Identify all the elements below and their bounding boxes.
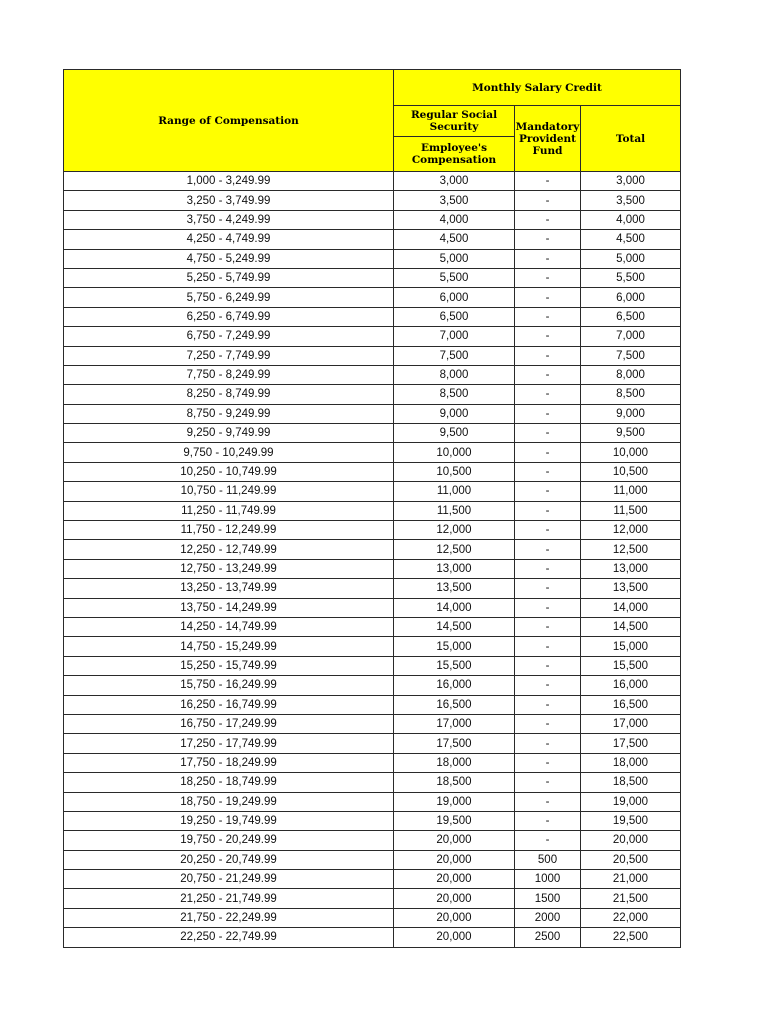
regular-ss-credit-cell: 13,500 xyxy=(394,579,515,598)
provident-fund-cell: 1000 xyxy=(515,870,581,889)
provident-fund-cell: - xyxy=(515,443,581,462)
table-row xyxy=(64,172,681,191)
regular-ss-credit-cell: 16,000 xyxy=(394,676,515,695)
compensation-range-cell: 8,750 - 9,249.99 xyxy=(64,404,394,423)
provident-fund-cell: - xyxy=(515,404,581,423)
total-credit-cell: 10,000 xyxy=(581,443,681,462)
provident-fund-cell: - xyxy=(515,268,581,287)
compensation-range-cell: 7,750 - 8,249.99 xyxy=(64,365,394,384)
total-credit-cell: 5,000 xyxy=(581,249,681,268)
compensation-range-cell: 18,250 - 18,749.99 xyxy=(64,773,394,792)
compensation-range-cell: 9,750 - 10,249.99 xyxy=(64,443,394,462)
compensation-range-cell: 21,250 - 21,749.99 xyxy=(64,889,394,908)
regular-ss-credit-cell: 8,500 xyxy=(394,385,515,404)
table-row xyxy=(64,521,681,540)
regular-ss-credit-cell: 3,500 xyxy=(394,191,515,210)
regular-ss-credit-cell: 20,000 xyxy=(394,850,515,869)
compensation-range-cell: 16,750 - 17,249.99 xyxy=(64,714,394,733)
total-credit-cell: 14,500 xyxy=(581,617,681,636)
provident-fund-cell: - xyxy=(515,424,581,443)
compensation-range-cell: 12,250 - 12,749.99 xyxy=(64,540,394,559)
regular-ss-credit-cell: 11,000 xyxy=(394,482,515,501)
table-row xyxy=(64,811,681,830)
regular-social-security-header: Regular Social Security xyxy=(394,106,515,137)
table-row xyxy=(64,714,681,733)
total-credit-cell: 3,500 xyxy=(581,191,681,210)
regular-ss-credit-cell: 18,000 xyxy=(394,753,515,772)
total-credit-cell: 21,500 xyxy=(581,889,681,908)
table-row xyxy=(64,249,681,268)
provident-fund-cell: 500 xyxy=(515,850,581,869)
total-credit-cell: 14,000 xyxy=(581,598,681,617)
regular-ss-credit-cell: 19,000 xyxy=(394,792,515,811)
table-row xyxy=(64,753,681,772)
total-credit-cell: 18,000 xyxy=(581,753,681,772)
compensation-range-cell: 21,750 - 22,249.99 xyxy=(64,908,394,927)
total-credit-cell: 4,500 xyxy=(581,230,681,249)
compensation-range-cell: 14,250 - 14,749.99 xyxy=(64,617,394,636)
regular-ss-credit-cell: 5,000 xyxy=(394,249,515,268)
table-row xyxy=(64,656,681,675)
compensation-range-cell: 20,750 - 21,249.99 xyxy=(64,870,394,889)
provident-fund-cell: - xyxy=(515,559,581,578)
total-credit-cell: 9,500 xyxy=(581,424,681,443)
total-credit-cell: 15,500 xyxy=(581,656,681,675)
table-row xyxy=(64,676,681,695)
regular-ss-credit-cell: 16,500 xyxy=(394,695,515,714)
regular-ss-credit-cell: 20,000 xyxy=(394,889,515,908)
provident-fund-cell: - xyxy=(515,540,581,559)
total-credit-cell: 17,500 xyxy=(581,734,681,753)
compensation-range-cell: 1,000 - 3,249.99 xyxy=(64,172,394,191)
compensation-range-cell: 17,750 - 18,249.99 xyxy=(64,753,394,772)
compensation-range-cell: 15,750 - 16,249.99 xyxy=(64,676,394,695)
table-row xyxy=(64,889,681,908)
provident-fund-cell: 2500 xyxy=(515,928,581,947)
total-credit-cell: 22,500 xyxy=(581,928,681,947)
regular-ss-credit-cell: 8,000 xyxy=(394,365,515,384)
regular-ss-credit-cell: 7,000 xyxy=(394,327,515,346)
total-credit-cell: 19,000 xyxy=(581,792,681,811)
regular-ss-credit-cell: 15,000 xyxy=(394,637,515,656)
mandatory-provident-fund-header: Mandatory Provident Fund xyxy=(515,106,581,172)
contribution-table xyxy=(63,69,681,948)
table-row xyxy=(64,424,681,443)
table-row xyxy=(64,598,681,617)
total-credit-cell: 7,500 xyxy=(581,346,681,365)
regular-ss-credit-cell: 10,500 xyxy=(394,462,515,481)
employees-compensation-header: Employee's Compensation xyxy=(394,137,515,172)
provident-fund-cell: - xyxy=(515,210,581,229)
regular-ss-credit-cell: 20,000 xyxy=(394,870,515,889)
total-credit-cell: 10,500 xyxy=(581,462,681,481)
compensation-range-cell: 20,250 - 20,749.99 xyxy=(64,850,394,869)
compensation-range-cell: 19,250 - 19,749.99 xyxy=(64,811,394,830)
regular-ss-credit-cell: 12,000 xyxy=(394,521,515,540)
total-credit-cell: 15,000 xyxy=(581,637,681,656)
total-credit-cell: 4,000 xyxy=(581,210,681,229)
compensation-range-cell: 17,250 - 17,749.99 xyxy=(64,734,394,753)
provident-fund-cell: - xyxy=(515,792,581,811)
provident-fund-cell: - xyxy=(515,191,581,210)
table-row xyxy=(64,559,681,578)
regular-ss-credit-cell: 4,000 xyxy=(394,210,515,229)
table-row xyxy=(64,928,681,947)
provident-fund-cell: - xyxy=(515,327,581,346)
compensation-range-cell: 16,250 - 16,749.99 xyxy=(64,695,394,714)
table-row xyxy=(64,191,681,210)
provident-fund-cell: - xyxy=(515,172,581,191)
table-row xyxy=(64,288,681,307)
total-credit-cell: 18,500 xyxy=(581,773,681,792)
regular-ss-credit-cell: 17,000 xyxy=(394,714,515,733)
table-row xyxy=(64,462,681,481)
compensation-range-cell: 6,750 - 7,249.99 xyxy=(64,327,394,346)
total-credit-cell: 13,500 xyxy=(581,579,681,598)
regular-ss-credit-cell: 6,500 xyxy=(394,307,515,326)
table-row xyxy=(64,385,681,404)
regular-ss-credit-cell: 20,000 xyxy=(394,928,515,947)
provident-fund-cell: 1500 xyxy=(515,889,581,908)
table-row xyxy=(64,327,681,346)
compensation-range-cell: 14,750 - 15,249.99 xyxy=(64,637,394,656)
contribution-table-container xyxy=(63,69,681,948)
table-row xyxy=(64,637,681,656)
total-credit-cell: 7,000 xyxy=(581,327,681,346)
regular-ss-credit-cell: 3,000 xyxy=(394,172,515,191)
provident-fund-cell: - xyxy=(515,521,581,540)
compensation-range-cell: 7,250 - 7,749.99 xyxy=(64,346,394,365)
provident-fund-cell: - xyxy=(515,482,581,501)
table-row xyxy=(64,579,681,598)
provident-fund-cell: - xyxy=(515,617,581,636)
total-credit-cell: 11,500 xyxy=(581,501,681,520)
compensation-range-cell: 3,250 - 3,749.99 xyxy=(64,191,394,210)
table-row xyxy=(64,346,681,365)
total-credit-cell: 20,500 xyxy=(581,850,681,869)
regular-ss-credit-cell: 11,500 xyxy=(394,501,515,520)
compensation-range-cell: 18,750 - 19,249.99 xyxy=(64,792,394,811)
compensation-range-cell: 10,250 - 10,749.99 xyxy=(64,462,394,481)
provident-fund-cell: - xyxy=(515,501,581,520)
table-row xyxy=(64,404,681,423)
regular-ss-credit-cell: 14,500 xyxy=(394,617,515,636)
table-row xyxy=(64,831,681,850)
regular-ss-credit-cell: 13,000 xyxy=(394,559,515,578)
table-row xyxy=(64,870,681,889)
provident-fund-cell: - xyxy=(515,579,581,598)
total-credit-cell: 6,500 xyxy=(581,307,681,326)
provident-fund-cell: - xyxy=(515,676,581,695)
table-row xyxy=(64,230,681,249)
table-row xyxy=(64,482,681,501)
regular-ss-credit-cell: 7,500 xyxy=(394,346,515,365)
provident-fund-cell: - xyxy=(515,734,581,753)
total-credit-cell: 16,500 xyxy=(581,695,681,714)
total-credit-cell: 17,000 xyxy=(581,714,681,733)
provident-fund-cell: - xyxy=(515,811,581,830)
total-credit-cell: 12,000 xyxy=(581,521,681,540)
total-credit-cell: 19,500 xyxy=(581,811,681,830)
total-credit-cell: 5,500 xyxy=(581,268,681,287)
total-credit-cell: 12,500 xyxy=(581,540,681,559)
compensation-range-cell: 11,750 - 12,249.99 xyxy=(64,521,394,540)
total-credit-cell: 20,000 xyxy=(581,831,681,850)
table-row xyxy=(64,365,681,384)
regular-ss-credit-cell: 5,500 xyxy=(394,268,515,287)
provident-fund-cell: - xyxy=(515,598,581,617)
total-credit-cell: 11,000 xyxy=(581,482,681,501)
total-credit-cell: 13,000 xyxy=(581,559,681,578)
total-credit-cell: 22,000 xyxy=(581,908,681,927)
regular-ss-credit-cell: 18,500 xyxy=(394,773,515,792)
table-row xyxy=(64,695,681,714)
total-credit-cell: 16,000 xyxy=(581,676,681,695)
table-row xyxy=(64,443,681,462)
table-row xyxy=(64,540,681,559)
provident-fund-cell: - xyxy=(515,346,581,365)
regular-ss-credit-cell: 15,500 xyxy=(394,656,515,675)
total-credit-cell: 3,000 xyxy=(581,172,681,191)
table-row xyxy=(64,617,681,636)
compensation-range-cell: 13,250 - 13,749.99 xyxy=(64,579,394,598)
total-credit-cell: 6,000 xyxy=(581,288,681,307)
compensation-range-cell: 15,250 - 15,749.99 xyxy=(64,656,394,675)
provident-fund-cell: - xyxy=(515,695,581,714)
monthly-salary-credit-header: Monthly Salary Credit xyxy=(394,70,681,106)
total-credit-cell: 21,000 xyxy=(581,870,681,889)
total-header: Total xyxy=(581,106,681,172)
regular-ss-credit-cell: 9,500 xyxy=(394,424,515,443)
provident-fund-cell: - xyxy=(515,365,581,384)
regular-ss-credit-cell: 10,000 xyxy=(394,443,515,462)
compensation-range-cell: 12,750 - 13,249.99 xyxy=(64,559,394,578)
compensation-range-cell: 5,750 - 6,249.99 xyxy=(64,288,394,307)
table-header xyxy=(64,70,681,172)
table-row xyxy=(64,792,681,811)
regular-ss-credit-cell: 6,000 xyxy=(394,288,515,307)
table-row xyxy=(64,268,681,287)
provident-fund-cell: - xyxy=(515,288,581,307)
provident-fund-cell: - xyxy=(515,831,581,850)
compensation-range-cell: 13,750 - 14,249.99 xyxy=(64,598,394,617)
compensation-range-cell: 19,750 - 20,249.99 xyxy=(64,831,394,850)
regular-ss-credit-cell: 4,500 xyxy=(394,230,515,249)
range-of-compensation-header: Range of Compensation xyxy=(64,70,394,172)
provident-fund-cell: - xyxy=(515,773,581,792)
compensation-range-cell: 10,750 - 11,249.99 xyxy=(64,482,394,501)
compensation-range-cell: 11,250 - 11,749.99 xyxy=(64,501,394,520)
table-body xyxy=(64,172,681,948)
compensation-range-cell: 22,250 - 22,749.99 xyxy=(64,928,394,947)
table-row xyxy=(64,734,681,753)
compensation-range-cell: 3,750 - 4,249.99 xyxy=(64,210,394,229)
provident-fund-cell: - xyxy=(515,637,581,656)
provident-fund-cell: - xyxy=(515,385,581,404)
provident-fund-cell: - xyxy=(515,307,581,326)
provident-fund-cell: - xyxy=(515,714,581,733)
table-row xyxy=(64,210,681,229)
regular-ss-credit-cell: 9,000 xyxy=(394,404,515,423)
table-row xyxy=(64,501,681,520)
regular-ss-credit-cell: 17,500 xyxy=(394,734,515,753)
regular-ss-credit-cell: 20,000 xyxy=(394,908,515,927)
provident-fund-cell: - xyxy=(515,753,581,772)
regular-ss-credit-cell: 14,000 xyxy=(394,598,515,617)
compensation-range-cell: 4,250 - 4,749.99 xyxy=(64,230,394,249)
compensation-range-cell: 4,750 - 5,249.99 xyxy=(64,249,394,268)
table-row xyxy=(64,773,681,792)
provident-fund-cell: - xyxy=(515,249,581,268)
total-credit-cell: 8,000 xyxy=(581,365,681,384)
compensation-range-cell: 9,250 - 9,749.99 xyxy=(64,424,394,443)
compensation-range-cell: 8,250 - 8,749.99 xyxy=(64,385,394,404)
provident-fund-cell: - xyxy=(515,230,581,249)
table-row xyxy=(64,307,681,326)
total-credit-cell: 8,500 xyxy=(581,385,681,404)
total-credit-cell: 9,000 xyxy=(581,404,681,423)
provident-fund-cell: 2000 xyxy=(515,908,581,927)
regular-ss-credit-cell: 19,500 xyxy=(394,811,515,830)
regular-ss-credit-cell: 20,000 xyxy=(394,831,515,850)
compensation-range-cell: 6,250 - 6,749.99 xyxy=(64,307,394,326)
provident-fund-cell: - xyxy=(515,462,581,481)
table-row xyxy=(64,908,681,927)
provident-fund-cell: - xyxy=(515,656,581,675)
regular-ss-credit-cell: 12,500 xyxy=(394,540,515,559)
compensation-range-cell: 5,250 - 5,749.99 xyxy=(64,268,394,287)
table-row xyxy=(64,850,681,869)
